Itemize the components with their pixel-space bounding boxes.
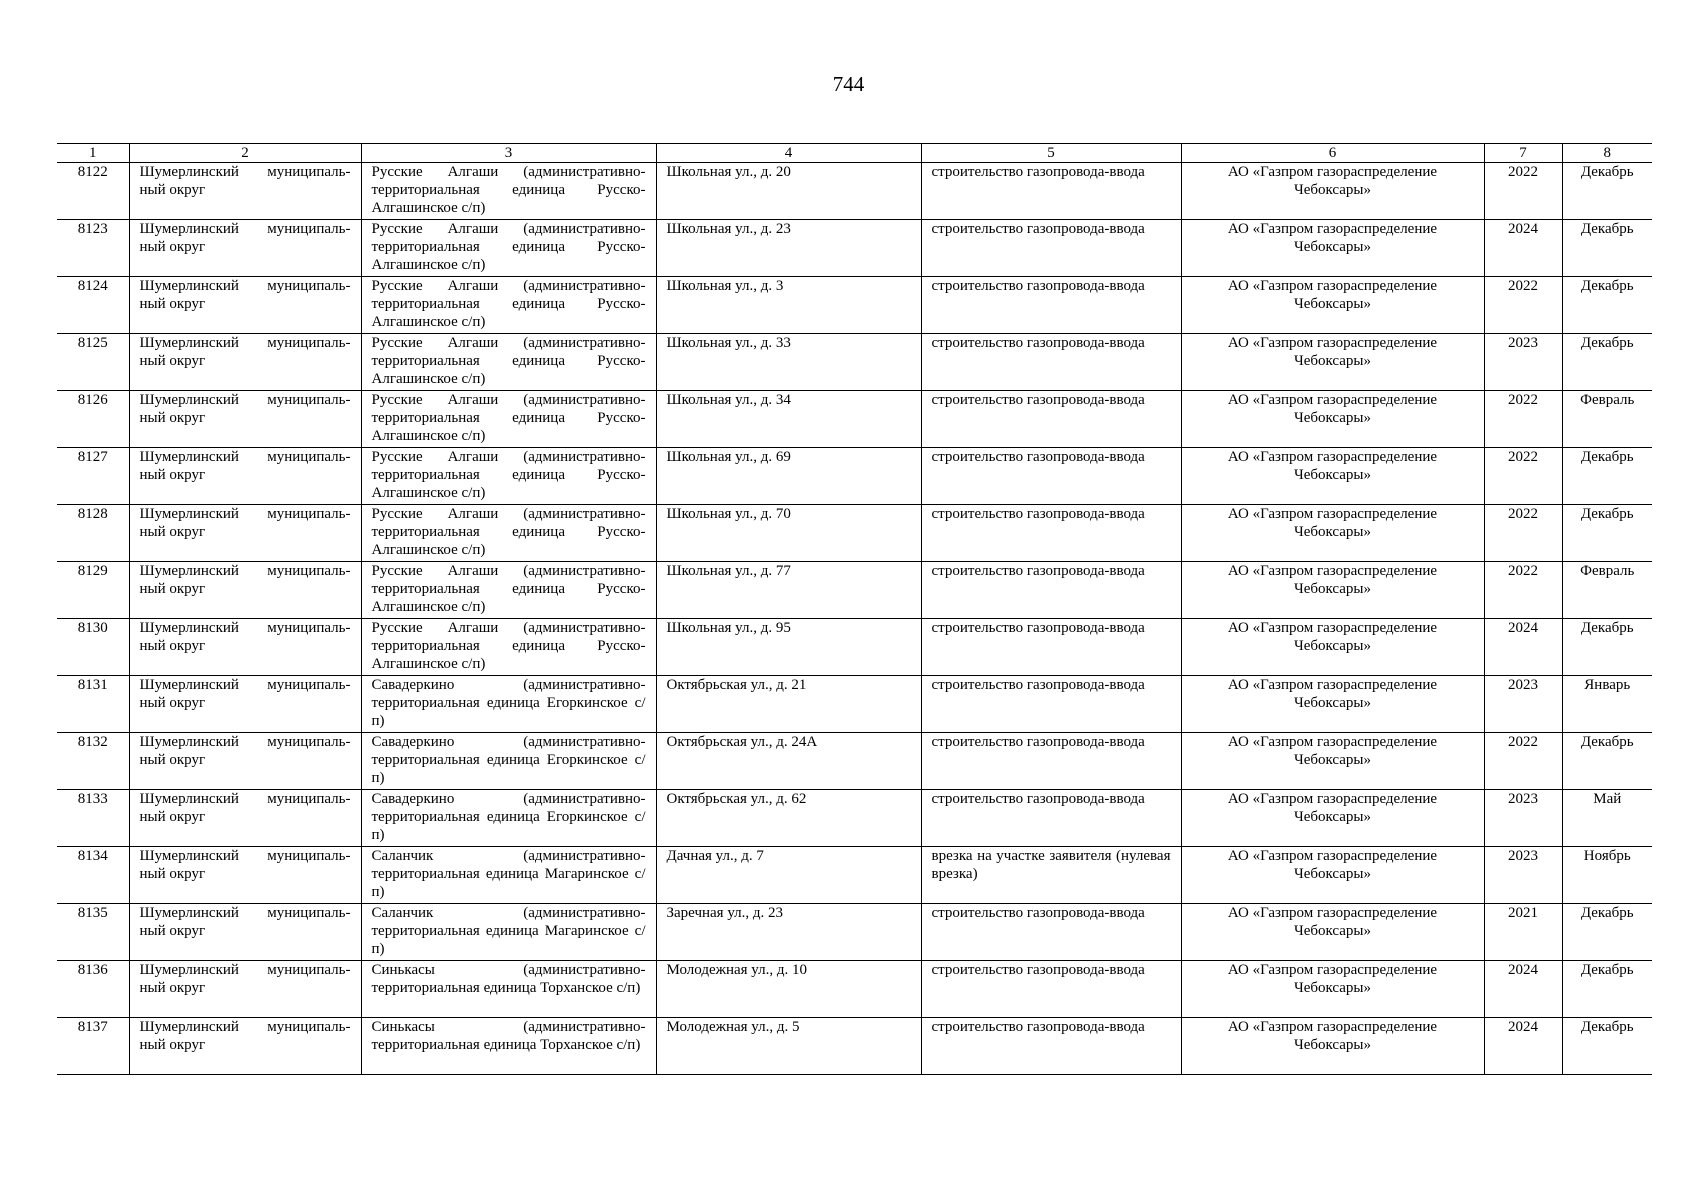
work-type-cell: строительство газопровода-ввода <box>921 448 1181 505</box>
row-number-cell: 8122 <box>57 163 129 220</box>
address-cell: Октябрьская ул., д. 21 <box>656 676 921 733</box>
address-cell: Заречная ул., д. 23 <box>656 904 921 961</box>
address-cell: Школьная ул., д. 33 <box>656 334 921 391</box>
address-cell: Дачная ул., д. 7 <box>656 847 921 904</box>
address-cell: Октябрьская ул., д. 62 <box>656 790 921 847</box>
address-cell: Школьная ул., д. 95 <box>656 619 921 676</box>
header-cell-4: 4 <box>656 144 921 163</box>
month-cell: Декабрь <box>1562 448 1652 505</box>
table-row <box>57 562 1652 619</box>
month-cell: Февраль <box>1562 391 1652 448</box>
header-row <box>57 144 1652 163</box>
organization-cell: АО «Газпром газораспределение Чебоксары» <box>1181 334 1484 391</box>
month-cell: Февраль <box>1562 562 1652 619</box>
year-cell: 2024 <box>1484 619 1562 676</box>
year-cell: 2022 <box>1484 562 1562 619</box>
row-number-cell: 8131 <box>57 676 129 733</box>
year-cell: 2022 <box>1484 163 1562 220</box>
row-number-cell: 8135 <box>57 904 129 961</box>
header-cell-7: 7 <box>1484 144 1562 163</box>
month-cell: Май <box>1562 790 1652 847</box>
address-cell: Молодежная ул., д. 10 <box>656 961 921 1018</box>
district-cell: Шумерлинский муниципаль-ный округ <box>129 220 361 277</box>
year-cell: 2023 <box>1484 847 1562 904</box>
header-cell-6: 6 <box>1181 144 1484 163</box>
district-cell: Шумерлинский муниципаль-ный округ <box>129 1018 361 1075</box>
table-row <box>57 391 1652 448</box>
address-cell: Молодежная ул., д. 5 <box>656 1018 921 1075</box>
organization-cell: АО «Газпром газораспределение Чебоксары» <box>1181 163 1484 220</box>
year-cell: 2022 <box>1484 733 1562 790</box>
address-cell: Школьная ул., д. 23 <box>656 220 921 277</box>
header-cell-1: 1 <box>57 144 129 163</box>
organization-cell: АО «Газпром газораспределение Чебоксары» <box>1181 277 1484 334</box>
table-row <box>57 847 1652 904</box>
year-cell: 2021 <box>1484 904 1562 961</box>
row-number-cell: 8127 <box>57 448 129 505</box>
year-cell: 2022 <box>1484 448 1562 505</box>
month-cell: Декабрь <box>1562 1018 1652 1075</box>
work-type-cell: строительство газопровода-ввода <box>921 790 1181 847</box>
work-type-cell: строительство газопровода-ввода <box>921 334 1181 391</box>
year-cell: 2024 <box>1484 1018 1562 1075</box>
row-number-cell: 8136 <box>57 961 129 1018</box>
table-row <box>57 334 1652 391</box>
district-cell: Шумерлинский муниципаль-ный округ <box>129 790 361 847</box>
settlement-cell: Русские Алгаши (административно-территориальная единица Русско-Алгашинское с/п) <box>361 619 656 676</box>
address-cell: Школьная ул., д. 34 <box>656 391 921 448</box>
organization-cell: АО «Газпром газораспределение Чебоксары» <box>1181 505 1484 562</box>
header-cell-3: 3 <box>361 144 656 163</box>
table-row <box>57 790 1652 847</box>
month-cell: Декабрь <box>1562 961 1652 1018</box>
work-type-cell: строительство газопровода-ввода <box>921 163 1181 220</box>
organization-cell: АО «Газпром газораспределение Чебоксары» <box>1181 391 1484 448</box>
header-cell-8: 8 <box>1562 144 1652 163</box>
organization-cell: АО «Газпром газораспределение Чебоксары» <box>1181 790 1484 847</box>
settlement-cell: Синькасы (административно-территориальная единица Торханское с/п) <box>361 961 656 1018</box>
table-row <box>57 277 1652 334</box>
table-row <box>57 904 1652 961</box>
table-row <box>57 676 1652 733</box>
month-cell: Декабрь <box>1562 619 1652 676</box>
row-number-cell: 8137 <box>57 1018 129 1075</box>
header-cell-5: 5 <box>921 144 1181 163</box>
year-cell: 2022 <box>1484 277 1562 334</box>
address-cell: Школьная ул., д. 77 <box>656 562 921 619</box>
organization-cell: АО «Газпром газораспределение Чебоксары» <box>1181 733 1484 790</box>
settlement-cell: Синькасы (административно-территориальная единица Торханское с/п) <box>361 1018 656 1075</box>
organization-cell: АО «Газпром газораспределение Чебоксары» <box>1181 961 1484 1018</box>
table-body <box>57 163 1652 1075</box>
settlement-cell: Русские Алгаши (административно-территориальная единица Русско-Алгашинское с/п) <box>361 562 656 619</box>
settlement-cell: Саланчик (административно-территориальная единица Магаринское с/п) <box>361 904 656 961</box>
table-row <box>57 961 1652 1018</box>
address-cell: Октябрьская ул., д. 24А <box>656 733 921 790</box>
month-cell: Декабрь <box>1562 334 1652 391</box>
data-table <box>57 143 1652 1075</box>
row-number-cell: 8132 <box>57 733 129 790</box>
row-number-cell: 8129 <box>57 562 129 619</box>
month-cell: Декабрь <box>1562 220 1652 277</box>
work-type-cell: строительство газопровода-ввода <box>921 220 1181 277</box>
organization-cell: АО «Газпром газораспределение Чебоксары» <box>1181 904 1484 961</box>
organization-cell: АО «Газпром газораспределение Чебоксары» <box>1181 220 1484 277</box>
table-row <box>57 220 1652 277</box>
district-cell: Шумерлинский муниципаль-ный округ <box>129 562 361 619</box>
district-cell: Шумерлинский муниципаль-ный округ <box>129 334 361 391</box>
district-cell: Шумерлинский муниципаль-ный округ <box>129 676 361 733</box>
settlement-cell: Русские Алгаши (административно-территориальная единица Русско-Алгашинское с/п) <box>361 220 656 277</box>
row-number-cell: 8134 <box>57 847 129 904</box>
work-type-cell: строительство газопровода-ввода <box>921 676 1181 733</box>
work-type-cell: строительство газопровода-ввода <box>921 277 1181 334</box>
page-number: 744 <box>832 72 865 96</box>
work-type-cell: строительство газопровода-ввода <box>921 562 1181 619</box>
address-cell: Школьная ул., д. 70 <box>656 505 921 562</box>
district-cell: Шумерлинский муниципаль-ный округ <box>129 505 361 562</box>
header-cell-2: 2 <box>129 144 361 163</box>
table-row <box>57 1018 1652 1075</box>
district-cell: Шумерлинский муниципаль-ный округ <box>129 619 361 676</box>
work-type-cell: строительство газопровода-ввода <box>921 904 1181 961</box>
month-cell: Декабрь <box>1562 733 1652 790</box>
district-cell: Шумерлинский муниципаль-ный округ <box>129 904 361 961</box>
settlement-cell: Русские Алгаши (административно-территориальная единица Русско-Алгашинское с/п) <box>361 277 656 334</box>
organization-cell: АО «Газпром газораспределение Чебоксары» <box>1181 676 1484 733</box>
settlement-cell: Русские Алгаши (административно-территориальная единица Русско-Алгашинское с/п) <box>361 448 656 505</box>
settlement-cell: Саланчик (административно-территориальная единица Магаринское с/п) <box>361 847 656 904</box>
address-cell: Школьная ул., д. 69 <box>656 448 921 505</box>
district-cell: Шумерлинский муниципаль-ный округ <box>129 961 361 1018</box>
organization-cell: АО «Газпром газораспределение Чебоксары» <box>1181 1018 1484 1075</box>
year-cell: 2024 <box>1484 961 1562 1018</box>
month-cell: Декабрь <box>1562 904 1652 961</box>
month-cell: Январь <box>1562 676 1652 733</box>
work-type-cell: строительство газопровода-ввода <box>921 1018 1181 1075</box>
work-type-cell: строительство газопровода-ввода <box>921 961 1181 1018</box>
year-cell: 2023 <box>1484 334 1562 391</box>
year-cell: 2022 <box>1484 391 1562 448</box>
district-cell: Шумерлинский муниципаль-ный округ <box>129 277 361 334</box>
settlement-cell: Русские Алгаши (административно-территориальная единица Русско-Алгашинское с/п) <box>361 505 656 562</box>
settlement-cell: Савадеркино (административно-территориальная единица Егоркинское с/п) <box>361 790 656 847</box>
address-cell: Школьная ул., д. 20 <box>656 163 921 220</box>
work-type-cell: строительство газопровода-ввода <box>921 391 1181 448</box>
row-number-cell: 8123 <box>57 220 129 277</box>
address-cell: Школьная ул., д. 3 <box>656 277 921 334</box>
year-cell: 2023 <box>1484 676 1562 733</box>
year-cell: 2024 <box>1484 220 1562 277</box>
organization-cell: АО «Газпром газораспределение Чебоксары» <box>1181 619 1484 676</box>
work-type-cell: врезка на участке заявителя (нулевая врезка) <box>921 847 1181 904</box>
organization-cell: АО «Газпром газораспределение Чебоксары» <box>1181 448 1484 505</box>
table-row <box>57 733 1652 790</box>
row-number-cell: 8126 <box>57 391 129 448</box>
row-number-cell: 8125 <box>57 334 129 391</box>
settlement-cell: Савадеркино (административно-территориальная единица Егоркинское с/п) <box>361 733 656 790</box>
work-type-cell: строительство газопровода-ввода <box>921 619 1181 676</box>
settlement-cell: Русские Алгаши (административно-территориальная единица Русско-Алгашинское с/п) <box>361 163 656 220</box>
table-row <box>57 619 1652 676</box>
row-number-cell: 8128 <box>57 505 129 562</box>
row-number-cell: 8124 <box>57 277 129 334</box>
work-type-cell: строительство газопровода-ввода <box>921 733 1181 790</box>
year-cell: 2023 <box>1484 790 1562 847</box>
district-cell: Шумерлинский муниципаль-ный округ <box>129 847 361 904</box>
month-cell: Декабрь <box>1562 163 1652 220</box>
table-row <box>57 163 1652 220</box>
district-cell: Шумерлинский муниципаль-ный округ <box>129 733 361 790</box>
settlement-cell: Русские Алгаши (административно-территориальная единица Русско-Алгашинское с/п) <box>361 391 656 448</box>
month-cell: Декабрь <box>1562 277 1652 334</box>
settlement-cell: Русские Алгаши (административно-территориальная единица Русско-Алгашинское с/п) <box>361 334 656 391</box>
district-cell: Шумерлинский муниципаль-ный округ <box>129 163 361 220</box>
table-row <box>57 448 1652 505</box>
table-row <box>57 505 1652 562</box>
month-cell: Декабрь <box>1562 505 1652 562</box>
work-type-cell: строительство газопровода-ввода <box>921 505 1181 562</box>
row-number-cell: 8133 <box>57 790 129 847</box>
row-number-cell: 8130 <box>57 619 129 676</box>
year-cell: 2022 <box>1484 505 1562 562</box>
organization-cell: АО «Газпром газораспределение Чебоксары» <box>1181 562 1484 619</box>
settlement-cell: Савадеркино (административно-территориальная единица Егоркинское с/п) <box>361 676 656 733</box>
district-cell: Шумерлинский муниципаль-ный округ <box>129 448 361 505</box>
month-cell: Ноябрь <box>1562 847 1652 904</box>
organization-cell: АО «Газпром газораспределение Чебоксары» <box>1181 847 1484 904</box>
district-cell: Шумерлинский муниципаль-ный округ <box>129 391 361 448</box>
